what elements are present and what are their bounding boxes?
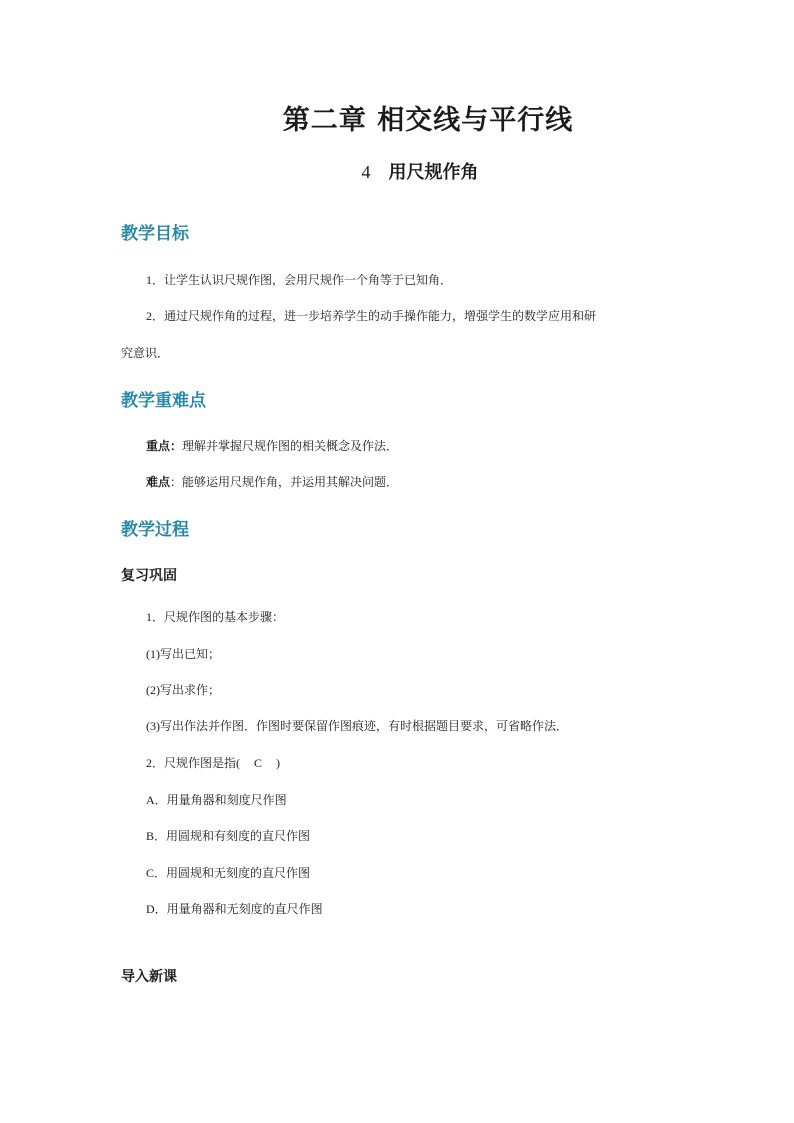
review-heading: 复习巩固 <box>121 568 177 584</box>
objective-item-2-text-line1: ．通过尺规作角的过程，进一步培养学生的动手操作能力，增强学生的数学应用和研 <box>152 309 597 323</box>
focus-colon: ： <box>170 439 183 453</box>
option-c <box>146 864 310 881</box>
review-question-1-text: ．尺规作图的基本步骤： <box>152 610 285 624</box>
objective-item-1 <box>146 271 452 288</box>
focus-text: 理解并掌握尺规作图的相关概念及作法． <box>182 439 399 453</box>
chapter-title: 第二章 相交线与平行线 <box>282 105 574 136</box>
option-d-letter: D <box>146 902 155 916</box>
focus-label: 重点 <box>146 439 171 453</box>
step-1-text: 写出已知； <box>160 647 221 661</box>
option-a <box>146 791 287 808</box>
review-question-2-number: 2 <box>146 756 152 770</box>
section-title-text: 用尺规作角 <box>388 162 479 183</box>
answer-letter: C <box>254 756 263 770</box>
step-1 <box>146 645 220 662</box>
section-title <box>0 158 794 184</box>
option-b-letter: B <box>146 829 155 843</box>
focus-point <box>146 437 398 454</box>
option-b <box>146 827 310 844</box>
intro-heading: 导入新课 <box>121 969 177 985</box>
objective-item-2 <box>146 307 596 324</box>
review-question-2-text: ．尺规作图是指 <box>152 756 237 770</box>
objectives-heading: 教学目标 <box>121 224 189 244</box>
option-d-text: ．用量角器和无刻度的直尺作图 <box>154 902 323 916</box>
answer-paren-open: ( <box>236 756 241 770</box>
objective-item-1-text: ．让学生认识尺规作图，会用尺规作一个角等于已知角． <box>152 273 453 287</box>
option-a-letter: A <box>146 793 155 807</box>
step-2-number: (2) <box>146 683 160 697</box>
option-b-text: ．用圆规和有刻度的直尺作图 <box>154 829 311 843</box>
step-3-number: (3) <box>146 719 160 733</box>
step-2-text: 写出求作； <box>160 683 221 697</box>
option-d <box>146 900 323 917</box>
process-heading: 教学过程 <box>121 520 189 540</box>
option-c-letter: C <box>146 866 155 880</box>
option-c-text: ．用圆规和无刻度的直尺作图 <box>154 866 311 880</box>
review-question-2 <box>146 754 280 771</box>
review-question-1-number: 1 <box>146 610 152 624</box>
step-3 <box>146 717 568 734</box>
section-number: 4 <box>361 162 371 182</box>
difficulty-point <box>146 473 398 490</box>
objective-item-2-text-line2: 究意识． <box>121 346 170 360</box>
answer-paren-close: ) <box>276 756 281 770</box>
step-2 <box>146 681 220 698</box>
option-a-text: ．用量角器和刻度尺作图 <box>154 793 287 807</box>
step-3-text: 写出作法并作图．作图时要保留作图痕迹，有时根据题目要求，可省略作法． <box>160 719 569 733</box>
step-1-number: (1) <box>146 647 160 661</box>
key-points-heading: 教学重难点 <box>121 391 206 411</box>
difficulty-text: ：能够运用尺规作角，并运用其解决问题． <box>170 475 399 489</box>
objective-item-2-number: 2 <box>146 309 152 323</box>
difficulty-label: 难点 <box>146 475 171 489</box>
objective-item-1-number: 1 <box>146 273 152 287</box>
review-question-1 <box>146 608 284 625</box>
